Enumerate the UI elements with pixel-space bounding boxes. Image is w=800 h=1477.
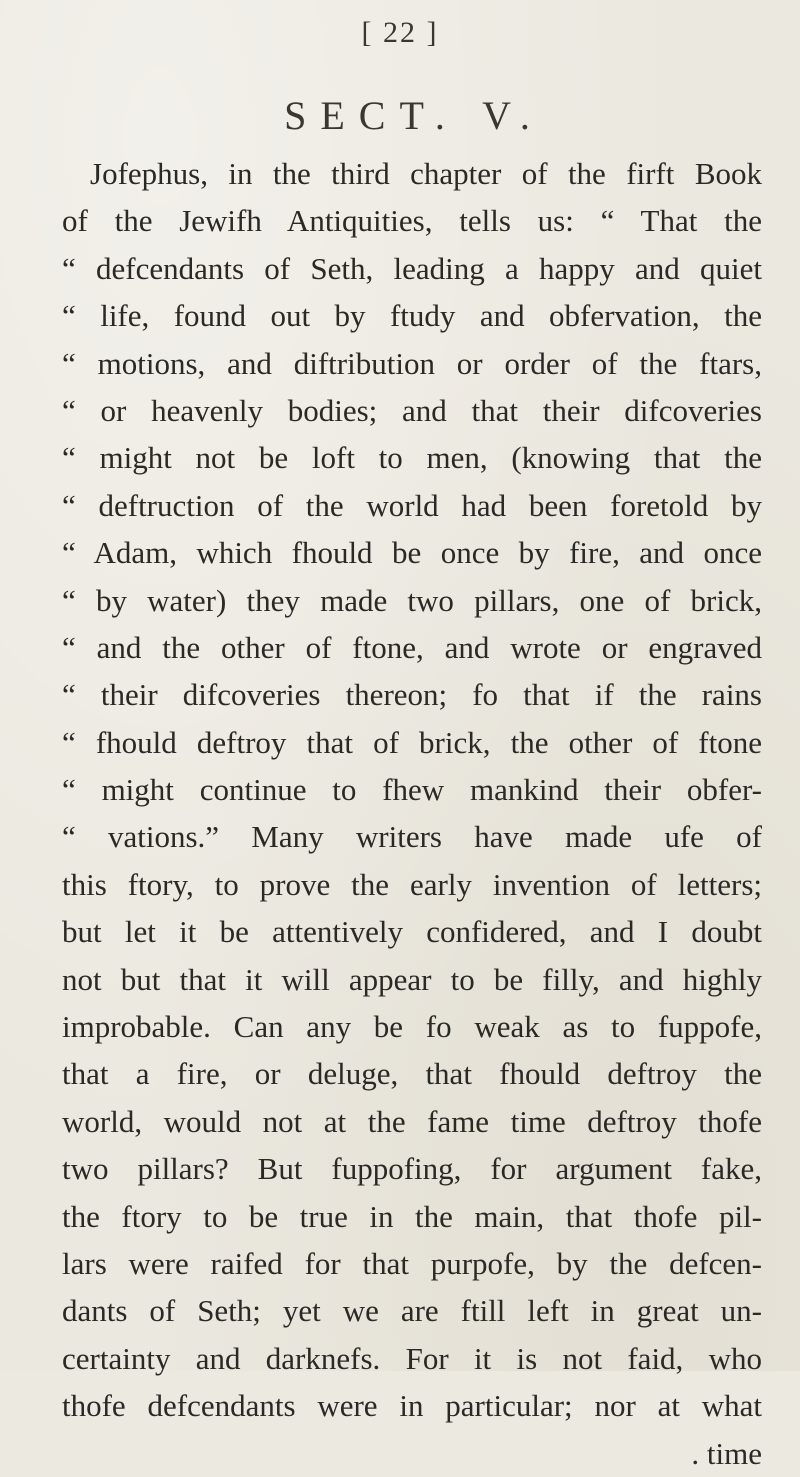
text-line: but let it be attentively confidered, and I doubt <box>62 914 762 950</box>
text-line: lars were raifed for that purpofe, by the defcen- <box>62 1245 762 1281</box>
text-line: “ by water) they made two pillars, one of brick, <box>62 582 762 618</box>
body-text <box>62 150 762 1477</box>
text-line: “ or heavenly bodies; and that their difcoveries <box>62 392 762 428</box>
text-line: world, would not at the fame time deftroy thofe <box>62 1103 762 1139</box>
catchword: . time <box>691 1435 762 1471</box>
text-line: “ life, found out by ftudy and obfervation, the <box>62 298 762 334</box>
text-line: the ftory to be true in the main, that thofe pil- <box>62 1198 762 1234</box>
text-line: “ might continue to fhew mankind their obfer- <box>62 772 762 808</box>
text-line: “ Adam, which fhould be once by fire, and once <box>62 535 762 571</box>
text-line: two pillars? But fuppofing, for argument fake, <box>62 1151 762 1187</box>
text-line: Jofephus, in the third chapter of the firft Book <box>90 156 762 191</box>
text-line: “ vations.” Many writers have made ufe of <box>62 819 762 855</box>
section-heading: SECT. V. <box>284 93 544 138</box>
text-line: not but that it will appear to be filly, and highly <box>62 961 762 997</box>
text-line: “ fhould deftroy that of brick, the other of ftone <box>62 724 762 760</box>
page-number: [ 22 ] <box>361 16 439 49</box>
text-line: “ and the other of ftone, and wrote or engraved <box>62 629 762 665</box>
text-line: this ftory, to prove the early invention of letters; <box>62 866 762 902</box>
text-line: “ motions, and diftribution or order of the ftars, <box>62 345 762 381</box>
text-line: of the Jewifh Antiquities, tells us: “ That the <box>62 203 762 239</box>
text-line: “ their difcoveries thereon; fo that if the rains <box>62 677 762 713</box>
text-line: improbable. Can any be fo weak as to fuppofe, <box>62 1009 762 1045</box>
text-line: “ might not be loft to men, (knowing that the <box>62 440 762 476</box>
text-line: thofe defcendants were in particular; nor at what <box>62 1388 762 1424</box>
text-line: “ deftruction of the world had been foretold by <box>62 487 762 523</box>
text-line: “ defcendants of Seth, leading a happy and quiet <box>62 250 762 286</box>
text-line: dants of Seth; yet we are ftill left in great un- <box>62 1293 762 1329</box>
text-line: that a fire, or deluge, that fhould deftroy the <box>62 1056 762 1092</box>
text-line: certainty and darknefs. For it is not faid, who <box>62 1340 762 1376</box>
